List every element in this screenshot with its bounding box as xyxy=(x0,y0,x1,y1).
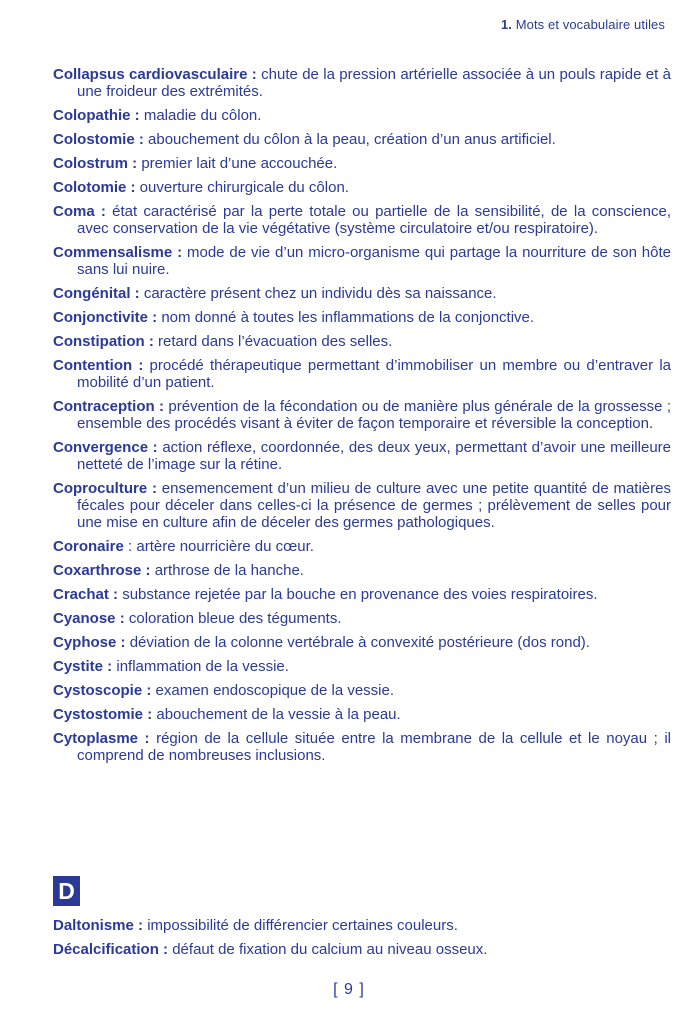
entry-term: Coxarthrose : xyxy=(53,562,151,579)
entry-term: Cytoplasme : xyxy=(53,730,150,747)
entry-term: Colostomie : xyxy=(53,131,144,148)
entry-term: Convergence : xyxy=(53,439,158,456)
entry-term: Coproculture : xyxy=(53,480,157,497)
entry-definition: inflammation de la vessie. xyxy=(116,658,289,675)
glossary-entry xyxy=(53,480,671,531)
entry-definition: prévention de la fécondation ou de manière plus générale de la grossesse ; ensemble des procédés visant à éviter de façon temporaire et réversible la conception. xyxy=(77,398,671,432)
running-header xyxy=(501,17,665,32)
entry-definition: caractère présent chez un individu dès sa naissance. xyxy=(143,285,497,302)
entry-definition: maladie du côlon. xyxy=(143,107,262,124)
glossary-entry xyxy=(53,610,671,627)
entry-term: Décalcification : xyxy=(53,941,169,958)
entry-definition: : artère nourricière du cœur. xyxy=(128,538,314,555)
entry-definition: procédé thérapeutique permettant d’immobiliser un membre ou d’entraver la mobilité d’un patient. xyxy=(77,357,672,391)
entry-definition: état caractérisé par la perte totale ou partielle de la sensibilité, de la conscience, avec conservation de la vie végétative (système circulatoire et/ou respiratoire). xyxy=(77,203,671,237)
entry-definition: nom donné à toutes les inflammations de la conjonctive. xyxy=(161,309,535,326)
entry-term: Collapsus cardiovasculaire : xyxy=(53,66,257,83)
glossary-entry xyxy=(53,155,671,172)
entry-term: Crachat : xyxy=(53,586,119,603)
glossary-entry xyxy=(53,333,671,350)
glossary-entry xyxy=(53,730,671,764)
entry-definition: mode de vie d’un micro-organisme qui partage la nourriture de son hôte sans lui nuire. xyxy=(77,244,671,278)
entry-term: Colotomie : xyxy=(53,179,136,196)
entry-term: Cystostomie : xyxy=(53,706,153,723)
entry-definition: abouchement du côlon à la peau, création d’un anus artificiel. xyxy=(148,131,556,148)
glossary-entry xyxy=(53,309,671,326)
glossary-entry xyxy=(53,244,671,278)
glossary-entry xyxy=(53,66,671,100)
entry-term: Colostrum : xyxy=(53,155,138,172)
entry-definition: ouverture chirurgicale du côlon. xyxy=(139,179,349,196)
entry-term: Cystite : xyxy=(53,658,113,675)
entry-term: Congénital : xyxy=(53,285,140,302)
glossary-entry xyxy=(53,179,671,196)
entry-term: Cyanose : xyxy=(53,610,125,627)
entry-term: Contraception : xyxy=(53,398,165,415)
entry-term: Commensalisme : xyxy=(53,244,183,261)
entry-definition: déviation de la colonne vertébrale à convexité postérieure (dos rond). xyxy=(129,634,590,651)
entry-term: Constipation : xyxy=(53,333,154,350)
chapter-number: 1. xyxy=(500,17,512,32)
glossary-entry xyxy=(53,439,671,473)
entry-definition: chute de la pression artérielle associée à un pouls rapide et à une froideur des extrémités. xyxy=(77,66,671,100)
entry-term: Conjonctivite : xyxy=(53,309,158,326)
glossary-entry xyxy=(53,538,671,555)
entry-term: Contention : xyxy=(53,357,144,374)
entry-term: Coma : xyxy=(53,203,106,220)
entry-term: Cystoscopie : xyxy=(53,682,152,699)
entry-definition: retard dans l’évacuation des selles. xyxy=(158,333,393,350)
glossary-entries-c xyxy=(53,66,671,771)
glossary-entry xyxy=(53,586,671,603)
glossary-entry xyxy=(53,682,671,699)
entry-definition: défaut de fixation du calcium au niveau osseux. xyxy=(172,941,488,958)
entry-definition: arthrose de la hanche. xyxy=(154,562,304,579)
page-number: [ 9 ] xyxy=(333,981,365,998)
entry-definition: examen endoscopique de la vessie. xyxy=(155,682,395,699)
entry-definition: substance rejetée par la bouche en provenance des voies respiratoires. xyxy=(122,586,598,603)
entry-definition: impossibilité de différencier certaines couleurs. xyxy=(147,917,458,934)
glossary-entry xyxy=(53,285,671,302)
glossary-entry xyxy=(53,658,671,675)
entry-definition: ensemencement d’un milieu de culture avec une petite quantité de matières fécales pour déceler dans celles-ci la présence de germes ; prélèvement de selles pour une mise en culture afin de déceler des germes pathologiques. xyxy=(77,480,671,531)
section-letter-badge: D xyxy=(53,876,80,906)
glossary-entry xyxy=(53,398,671,432)
glossary-entry xyxy=(53,706,671,723)
entry-definition: abouchement de la vessie à la peau. xyxy=(156,706,401,723)
glossary-entry xyxy=(53,131,671,148)
entry-term: Cyphose : xyxy=(53,634,126,651)
entry-definition: coloration bleue des téguments. xyxy=(128,610,342,627)
glossary-entries-d xyxy=(53,917,671,965)
glossary-entry xyxy=(53,107,671,124)
glossary-entry xyxy=(53,357,671,391)
entry-term: Daltonisme : xyxy=(53,917,144,934)
entry-definition: action réflexe, coordonnée, des deux yeux, permettant d’avoir une meilleure netteté de l’image sur la rétine. xyxy=(77,439,671,473)
glossary-entry xyxy=(53,634,671,651)
glossary-entry xyxy=(53,203,671,237)
entry-term: Coronaire xyxy=(53,538,124,555)
glossary-entry xyxy=(53,941,671,958)
entry-term: Colopathie : xyxy=(53,107,140,124)
glossary-entry xyxy=(53,917,671,934)
entry-definition: premier lait d’une accouchée. xyxy=(141,155,338,172)
entry-definition: région de la cellule située entre la membrane de la cellule et le noyau ; il comprend de nombreuses inclusions. xyxy=(77,730,671,764)
chapter-title: Mots et vocabulaire utiles xyxy=(515,17,665,32)
glossary-entry xyxy=(53,562,671,579)
